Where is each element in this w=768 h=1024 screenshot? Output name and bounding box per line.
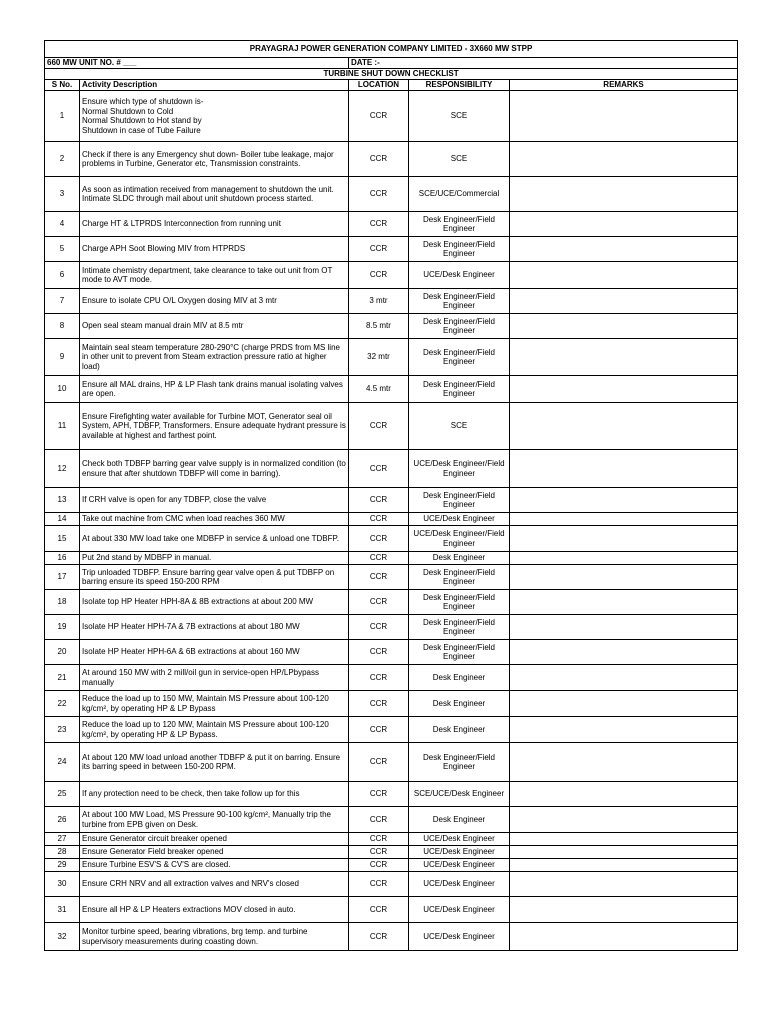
row-sno: 31 [45,897,80,923]
row-responsibility: Desk Engineer/Field Engineer [409,314,510,339]
table-row [45,590,738,615]
row-responsibility: Desk Engineer/Field Engineer [409,289,510,314]
table-row [45,859,738,872]
row-sno: 20 [45,640,80,665]
row-remarks [510,923,738,951]
unit-number-field: 660 MW UNIT NO. # ___ [45,58,349,69]
row-activity: At about 330 MW load take one MDBFP in service & unload one TDBFP. [80,526,349,552]
row-remarks [510,691,738,717]
row-sno: 11 [45,403,80,450]
table-row [45,403,738,450]
row-activity: Check if there is any Emergency shut down- Boiler tube leakage, major problems in Turbine, Generator etc, Transmission constraints. [80,142,349,177]
row-remarks [510,403,738,450]
row-activity: At about 100 MW Load, MS Pressure 90-100 kg/cm², Manually trip the turbine from EPB given on Desk. [80,807,349,833]
row-activity: As soon as intimation received from management to shutdown the unit. Intimate SLDC through mail about unit shutdown process started. [80,177,349,212]
row-responsibility: Desk Engineer/Field Engineer [409,488,510,513]
row-remarks [510,142,738,177]
row-responsibility: Desk Engineer/Field Engineer [409,615,510,640]
table-row [45,807,738,833]
row-remarks [510,846,738,859]
row-sno: 1 [45,91,80,142]
row-location: CCR [349,450,409,488]
row-remarks [510,872,738,897]
row-remarks [510,565,738,590]
row-sno: 17 [45,565,80,590]
table-row [45,743,738,782]
table-row [45,91,738,142]
row-activity: Isolate HP Heater HPH-6A & 6B extractions at about 160 MW [80,640,349,665]
row-responsibility: Desk Engineer/Field Engineer [409,565,510,590]
row-activity: Take out machine from CMC when load reaches 360 MW [80,513,349,526]
row-responsibility: SCE [409,91,510,142]
row-responsibility: UCE/Desk Engineer [409,872,510,897]
row-activity: Isolate HP Heater HPH-7A & 7B extractions at about 180 MW [80,615,349,640]
row-activity: Ensure all HP & LP Heaters extractions MOV closed in auto. [80,897,349,923]
row-location: CCR [349,665,409,691]
row-responsibility: UCE/Desk Engineer [409,833,510,846]
row-sno: 22 [45,691,80,717]
row-sno: 3 [45,177,80,212]
row-responsibility: Desk Engineer [409,691,510,717]
table-row [45,177,738,212]
row-sno: 16 [45,552,80,565]
table-row [45,376,738,403]
row-remarks [510,262,738,289]
row-location: CCR [349,833,409,846]
row-activity: Isolate top HP Heater HPH-8A & 8B extractions at about 200 MW [80,590,349,615]
row-responsibility: UCE/Desk Engineer [409,513,510,526]
row-location: CCR [349,691,409,717]
row-responsibility: SCE [409,403,510,450]
row-sno: 14 [45,513,80,526]
row-activity: Charge APH Soot Blowing MIV from HTPRDS [80,237,349,262]
row-responsibility: SCE [409,142,510,177]
row-remarks [510,376,738,403]
row-sno: 13 [45,488,80,513]
row-location: CCR [349,262,409,289]
row-sno: 10 [45,376,80,403]
table-row [45,339,738,376]
row-responsibility: Desk Engineer/Field Engineer [409,212,510,237]
row-activity: Ensure all MAL drains, HP & LP Flash tank drains manual isolating valves are open. [80,376,349,403]
row-location: CCR [349,846,409,859]
row-responsibility: UCE/Desk Engineer [409,859,510,872]
row-location: CCR [349,513,409,526]
row-activity: At around 150 MW with 2 mill/oil gun in service-open HP/LPbypass manually [80,665,349,691]
table-row [45,513,738,526]
row-location: 32 mtr [349,339,409,376]
row-remarks [510,289,738,314]
row-location: CCR [349,565,409,590]
row-activity: Ensure Generator circuit breaker opened [80,833,349,846]
row-remarks [510,177,738,212]
row-remarks [510,590,738,615]
table-row [45,142,738,177]
row-remarks [510,513,738,526]
row-remarks [510,212,738,237]
row-remarks [510,717,738,743]
row-activity: Reduce the load up to 120 MW, Maintain MS Pressure about 100-120 kg/cm², by operating HP & LP Bypass. [80,717,349,743]
row-activity: Ensure Turbine ESV'S & CV'S are closed. [80,859,349,872]
row-activity: Ensure Generator Field breaker opened [80,846,349,859]
table-row [45,782,738,807]
table-row [45,717,738,743]
row-responsibility: Desk Engineer/Field Engineer [409,376,510,403]
row-sno: 7 [45,289,80,314]
row-activity: If any protection need to be check, then take follow up for this [80,782,349,807]
date-field: DATE :- [349,58,738,69]
table-row [45,846,738,859]
row-responsibility: Desk Engineer/Field Engineer [409,237,510,262]
table-row [45,565,738,590]
row-location: CCR [349,177,409,212]
row-responsibility: UCE/Desk Engineer [409,846,510,859]
row-remarks [510,237,738,262]
row-sno: 30 [45,872,80,897]
table-row [45,314,738,339]
row-sno: 23 [45,717,80,743]
row-remarks [510,552,738,565]
table-row [45,665,738,691]
row-sno: 26 [45,807,80,833]
table-row [45,526,738,552]
row-remarks [510,314,738,339]
row-location: CCR [349,237,409,262]
row-location: CCR [349,807,409,833]
header-remarks: REMARKS [510,80,738,91]
row-location: CCR [349,615,409,640]
row-sno: 29 [45,859,80,872]
checklist-table [44,40,738,951]
table-row [45,615,738,640]
row-responsibility: UCE/Desk Engineer [409,923,510,951]
row-location: CCR [349,91,409,142]
table-row [45,552,738,565]
row-sno: 4 [45,212,80,237]
row-remarks [510,743,738,782]
row-responsibility: SCE/UCE/Desk Engineer [409,782,510,807]
row-activity: Ensure CRH NRV and all extraction valves and NRV's closed [80,872,349,897]
row-remarks [510,91,738,142]
row-sno: 5 [45,237,80,262]
row-location: CCR [349,590,409,615]
row-responsibility: Desk Engineer [409,665,510,691]
row-sno: 18 [45,590,80,615]
row-location: CCR [349,640,409,665]
row-activity: Monitor turbine speed, bearing vibrations, brg temp. and turbine supervisory measurements during coasting down. [80,923,349,951]
table-row [45,212,738,237]
row-sno: 27 [45,833,80,846]
row-location: CCR [349,717,409,743]
row-activity: Open seal steam manual drain MIV at 8.5 mtr [80,314,349,339]
table-row [45,237,738,262]
row-location: 3 mtr [349,289,409,314]
row-location: CCR [349,897,409,923]
row-remarks [510,488,738,513]
table-row [45,289,738,314]
row-responsibility: Desk Engineer/Field Engineer [409,590,510,615]
checklist-title: TURBINE SHUT DOWN CHECKLIST [45,69,738,80]
row-responsibility: UCE/Desk Engineer/Field Engineer [409,526,510,552]
row-remarks [510,665,738,691]
table-row [45,640,738,665]
row-activity: Ensure which type of shutdown is- Normal Shutdown to Cold Normal Shutdown to Hot stand by Shutdown in case of Tube Failure [80,91,349,142]
row-location: CCR [349,552,409,565]
row-location: CCR [349,859,409,872]
row-location: 4.5 mtr [349,376,409,403]
row-responsibility: Desk Engineer/Field Engineer [409,743,510,782]
table-row [45,923,738,951]
row-remarks [510,450,738,488]
row-location: CCR [349,488,409,513]
row-location: 8.5 mtr [349,314,409,339]
row-remarks [510,615,738,640]
row-responsibility: UCE/Desk Engineer [409,897,510,923]
row-sno: 8 [45,314,80,339]
row-remarks [510,526,738,552]
header-location: LOCATION [349,80,409,91]
table-row [45,488,738,513]
row-remarks [510,782,738,807]
row-sno: 6 [45,262,80,289]
row-sno: 9 [45,339,80,376]
row-activity: Check both TDBFP barring gear valve supply is in normalized condition (to ensure that after shutdown TDBFP will come in barring). [80,450,349,488]
row-sno: 2 [45,142,80,177]
row-responsibility: Desk Engineer/Field Engineer [409,640,510,665]
row-remarks [510,833,738,846]
row-location: CCR [349,403,409,450]
row-sno: 28 [45,846,80,859]
table-row [45,833,738,846]
row-sno: 25 [45,782,80,807]
row-activity: Reduce the load up to 150 MW, Maintain MS Pressure about 100-120 kg/cm², by operating HP & LP Bypass [80,691,349,717]
row-responsibility: Desk Engineer [409,552,510,565]
row-remarks [510,807,738,833]
row-sno: 21 [45,665,80,691]
row-activity: If CRH valve is open for any TDBFP, close the valve [80,488,349,513]
row-sno: 15 [45,526,80,552]
row-activity: Ensure Firefighting water available for Turbine MOT, Generator seal oil System, APH, TDBFP, Transformers. Ensure adequate hydrant pressure is available at highest and farthest point. [80,403,349,450]
table-row [45,262,738,289]
row-location: CCR [349,743,409,782]
row-location: CCR [349,923,409,951]
row-responsibility: UCE/Desk Engineer/Field Engineer [409,450,510,488]
row-responsibility: Desk Engineer [409,807,510,833]
row-sno: 12 [45,450,80,488]
header-activity: Activity Description [80,80,349,91]
row-sno: 32 [45,923,80,951]
row-activity: Put 2nd stand by MDBFP in manual. [80,552,349,565]
row-responsibility: Desk Engineer [409,717,510,743]
row-responsibility: UCE/Desk Engineer [409,262,510,289]
header-responsibility: RESPONSIBILITY [409,80,510,91]
header-sno: S No. [45,80,80,91]
document-title: PRAYAGRAJ POWER GENERATION COMPANY LIMITED - 3X660 MW STPP [45,41,738,58]
row-sno: 19 [45,615,80,640]
row-location: CCR [349,142,409,177]
row-responsibility: Desk Engineer/Field Engineer [409,339,510,376]
row-location: CCR [349,526,409,552]
row-location: CCR [349,782,409,807]
row-location: CCR [349,872,409,897]
row-activity: Intimate chemistry department, take clearance to take out unit from OT mode to AVT mode. [80,262,349,289]
row-activity: Ensure to isolate CPU O/L Oxygen dosing MIV at 3 mtr [80,289,349,314]
table-row [45,450,738,488]
table-row [45,872,738,897]
row-location: CCR [349,212,409,237]
row-responsibility: SCE/UCE/Commercial [409,177,510,212]
table-header [45,80,738,91]
row-remarks [510,897,738,923]
row-activity: Charge HT & LTPRDS Interconnection from running unit [80,212,349,237]
table-row [45,897,738,923]
table-row [45,691,738,717]
row-remarks [510,339,738,376]
row-activity: Maintain seal steam temperature 280-290°C (charge PRDS from MS line in other unit to prevent from Steam extraction pressure ratio at higher load) [80,339,349,376]
row-remarks [510,859,738,872]
row-sno: 24 [45,743,80,782]
row-activity: At about 120 MW load unload another TDBFP & put it on barring. Ensure its barring speed in between 150-200 RPM. [80,743,349,782]
row-remarks [510,640,738,665]
row-activity: Trip unloaded TDBFP. Ensure barring gear valve open & put TDBFP on barring ensure its speed 150-200 RPM [80,565,349,590]
